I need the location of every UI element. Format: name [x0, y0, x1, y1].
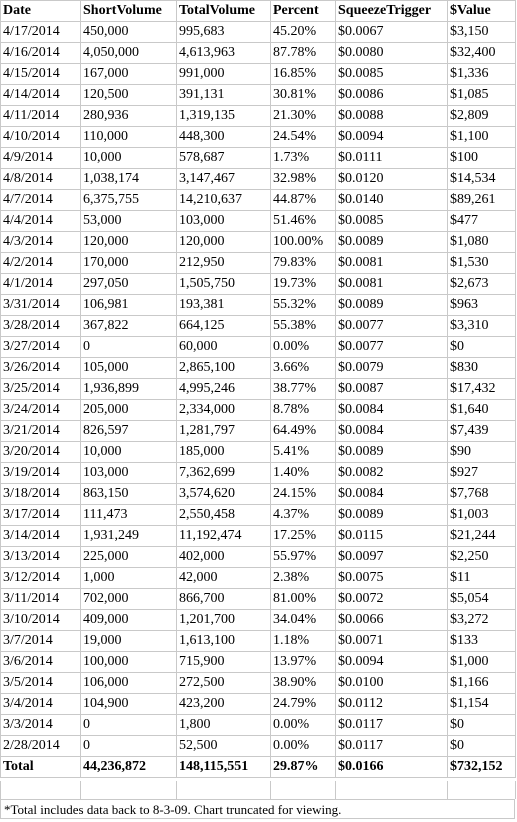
cell-percent: 19.73%	[271, 274, 336, 295]
cell-squeeze-trigger: $0.0097	[336, 547, 448, 568]
cell-value: $1,166	[448, 673, 516, 694]
cell-value: $11	[448, 568, 516, 589]
footnote: *Total includes data back to 8-3-09. Chart truncated for viewing.	[0, 799, 515, 819]
table-row	[1, 22, 516, 43]
table-row	[1, 337, 516, 358]
cell-squeeze-trigger: $0.0077	[336, 316, 448, 337]
cell-total-volume: 715,900	[177, 652, 271, 673]
cell-total-volume: 103,000	[177, 211, 271, 232]
cell-total-volume: 1,201,700	[177, 610, 271, 631]
cell-percent: 1.18%	[271, 631, 336, 652]
cell-value: $100	[448, 148, 516, 169]
cell-percent: 8.78%	[271, 400, 336, 421]
header-cell-value: $Value	[448, 1, 516, 22]
cell-total-volume: 391,131	[177, 85, 271, 106]
cell-total-volume: 60,000	[177, 337, 271, 358]
cell-value: $21,244	[448, 526, 516, 547]
cell-percent: 0.00%	[271, 736, 336, 757]
cell-total-volume: 402,000	[177, 547, 271, 568]
cell-percent: 55.97%	[271, 547, 336, 568]
cell-short-volume: 44,236,872	[81, 757, 177, 778]
cell-squeeze-trigger: $0.0100	[336, 673, 448, 694]
cell-value: $32,400	[448, 43, 516, 64]
cell-total-volume: 11,192,474	[177, 526, 271, 547]
cell-date: 4/3/2014	[1, 232, 81, 253]
table-row	[1, 190, 516, 211]
cell-squeeze-trigger: $0.0082	[336, 463, 448, 484]
cell-value: $89,261	[448, 190, 516, 211]
cell-total-volume: 3,147,467	[177, 169, 271, 190]
cell-short-volume: 409,000	[81, 610, 177, 631]
blank-row	[0, 781, 517, 799]
table-row	[1, 526, 516, 547]
cell-squeeze-trigger: $0.0111	[336, 148, 448, 169]
table-row	[1, 547, 516, 568]
cell-percent: 5.41%	[271, 442, 336, 463]
header-cell-total-volume: TotalVolume	[177, 1, 271, 22]
cell-short-volume: 1,000	[81, 568, 177, 589]
cell-date: 3/26/2014	[1, 358, 81, 379]
cell-total-volume: 1,281,797	[177, 421, 271, 442]
cell-date: 3/5/2014	[1, 673, 81, 694]
cell-total-volume: 2,550,458	[177, 505, 271, 526]
cell-squeeze-trigger: $0.0166	[336, 757, 448, 778]
cell-date: 4/11/2014	[1, 106, 81, 127]
cell-percent: 45.20%	[271, 22, 336, 43]
cell-value: $2,673	[448, 274, 516, 295]
cell-percent: 0.00%	[271, 715, 336, 736]
table-row	[1, 64, 516, 85]
cell-short-volume: 1,038,174	[81, 169, 177, 190]
cell-percent: 0.00%	[271, 337, 336, 358]
cell-squeeze-trigger: $0.0086	[336, 85, 448, 106]
cell-squeeze-trigger: $0.0117	[336, 736, 448, 757]
cell-short-volume: 4,050,000	[81, 43, 177, 64]
cell-squeeze-trigger: $0.0084	[336, 400, 448, 421]
cell-date: 4/8/2014	[1, 169, 81, 190]
cell-percent: 4.37%	[271, 505, 336, 526]
cell-date: 4/7/2014	[1, 190, 81, 211]
cell-value: $963	[448, 295, 516, 316]
cell-percent: 64.49%	[271, 421, 336, 442]
header-cell-squeeze-trigger: SqueezeTrigger	[336, 1, 448, 22]
cell-value: $7,439	[448, 421, 516, 442]
cell-date: 3/4/2014	[1, 694, 81, 715]
cell-squeeze-trigger: $0.0089	[336, 295, 448, 316]
cell-total-volume: 120,000	[177, 232, 271, 253]
cell-short-volume: 110,000	[81, 127, 177, 148]
cell-total-volume: 1,613,100	[177, 631, 271, 652]
header-row	[1, 1, 516, 22]
cell-percent: 1.40%	[271, 463, 336, 484]
cell-short-volume: 10,000	[81, 442, 177, 463]
cell-total-volume: 185,000	[177, 442, 271, 463]
cell-value: $17,432	[448, 379, 516, 400]
cell-short-volume: 120,500	[81, 85, 177, 106]
cell-value: $830	[448, 358, 516, 379]
cell-short-volume: 826,597	[81, 421, 177, 442]
cell-total-volume: 2,334,000	[177, 400, 271, 421]
cell-percent: 55.38%	[271, 316, 336, 337]
cell-squeeze-trigger: $0.0077	[336, 337, 448, 358]
cell-total-volume: 448,300	[177, 127, 271, 148]
cell-percent: 29.87%	[271, 757, 336, 778]
table-row	[1, 673, 516, 694]
cell-squeeze-trigger: $0.0084	[336, 484, 448, 505]
cell-percent: 32.98%	[271, 169, 336, 190]
cell-total-volume: 3,574,620	[177, 484, 271, 505]
cell-value: $7,768	[448, 484, 516, 505]
cell-short-volume: 225,000	[81, 547, 177, 568]
cell-squeeze-trigger: $0.0089	[336, 505, 448, 526]
cell-total-volume: 52,500	[177, 736, 271, 757]
cell-total-volume: 1,319,135	[177, 106, 271, 127]
cell-squeeze-trigger: $0.0075	[336, 568, 448, 589]
cell-value: $2,809	[448, 106, 516, 127]
table-row	[1, 316, 516, 337]
cell-date: 3/12/2014	[1, 568, 81, 589]
cell-squeeze-trigger: $0.0089	[336, 442, 448, 463]
cell-date: 3/31/2014	[1, 295, 81, 316]
cell-date: 4/4/2014	[1, 211, 81, 232]
cell-total-volume: 578,687	[177, 148, 271, 169]
cell-short-volume: 106,000	[81, 673, 177, 694]
cell-percent: 24.79%	[271, 694, 336, 715]
cell-squeeze-trigger: $0.0087	[336, 379, 448, 400]
cell-short-volume: 1,931,249	[81, 526, 177, 547]
cell-value: $14,534	[448, 169, 516, 190]
cell-percent: 16.85%	[271, 64, 336, 85]
cell-total-volume: 991,000	[177, 64, 271, 85]
table-row	[1, 169, 516, 190]
table-row	[1, 484, 516, 505]
cell-value: $732,152	[448, 757, 516, 778]
cell-total-volume: 193,381	[177, 295, 271, 316]
cell-percent: 38.77%	[271, 379, 336, 400]
cell-date: 4/1/2014	[1, 274, 81, 295]
cell-short-volume: 1,936,899	[81, 379, 177, 400]
table-row	[1, 127, 516, 148]
cell-squeeze-trigger: $0.0084	[336, 421, 448, 442]
cell-date: 3/13/2014	[1, 547, 81, 568]
cell-percent: 17.25%	[271, 526, 336, 547]
table-row	[1, 85, 516, 106]
cell-total-volume: 995,683	[177, 22, 271, 43]
cell-date: 3/19/2014	[1, 463, 81, 484]
cell-date: 3/10/2014	[1, 610, 81, 631]
table-row	[1, 379, 516, 400]
cell-squeeze-trigger: $0.0094	[336, 652, 448, 673]
cell-percent: 24.54%	[271, 127, 336, 148]
table-row	[1, 295, 516, 316]
table-row	[1, 631, 516, 652]
cell-percent: 81.00%	[271, 589, 336, 610]
cell-percent: 87.78%	[271, 43, 336, 64]
cell-short-volume: 0	[81, 337, 177, 358]
table-row	[1, 400, 516, 421]
cell-date: 3/17/2014	[1, 505, 81, 526]
cell-value: $1,003	[448, 505, 516, 526]
table-row	[1, 610, 516, 631]
table-row	[1, 694, 516, 715]
cell-squeeze-trigger: $0.0079	[336, 358, 448, 379]
cell-date: 3/24/2014	[1, 400, 81, 421]
cell-value: $3,272	[448, 610, 516, 631]
cell-squeeze-trigger: $0.0140	[336, 190, 448, 211]
cell-total-volume: 866,700	[177, 589, 271, 610]
cell-value: $1,154	[448, 694, 516, 715]
cell-total-volume: 14,210,637	[177, 190, 271, 211]
table-row	[1, 715, 516, 736]
cell-squeeze-trigger: $0.0085	[336, 211, 448, 232]
cell-short-volume: 120,000	[81, 232, 177, 253]
table-row	[1, 568, 516, 589]
cell-date: 4/16/2014	[1, 43, 81, 64]
cell-total-volume: 42,000	[177, 568, 271, 589]
table-row	[1, 274, 516, 295]
total-row	[1, 757, 516, 778]
table-row	[1, 505, 516, 526]
cell-value: $1,100	[448, 127, 516, 148]
cell-date: Total	[1, 757, 81, 778]
cell-short-volume: 170,000	[81, 253, 177, 274]
cell-value: $1,336	[448, 64, 516, 85]
cell-total-volume: 4,995,246	[177, 379, 271, 400]
cell-percent: 1.73%	[271, 148, 336, 169]
header-cell-short-volume: ShortVolume	[81, 1, 177, 22]
cell-value: $0	[448, 715, 516, 736]
cell-percent: 79.83%	[271, 253, 336, 274]
cell-short-volume: 205,000	[81, 400, 177, 421]
cell-date: 4/9/2014	[1, 148, 81, 169]
table-row	[1, 43, 516, 64]
cell-total-volume: 212,950	[177, 253, 271, 274]
cell-date: 3/3/2014	[1, 715, 81, 736]
table-row	[1, 589, 516, 610]
cell-short-volume: 105,000	[81, 358, 177, 379]
cell-short-volume: 280,936	[81, 106, 177, 127]
header-cell-percent: Percent	[271, 1, 336, 22]
cell-short-volume: 10,000	[81, 148, 177, 169]
header-cell-date: Date	[1, 1, 81, 22]
cell-short-volume: 111,473	[81, 505, 177, 526]
cell-percent: 38.90%	[271, 673, 336, 694]
table-row	[1, 421, 516, 442]
cell-value: $0	[448, 736, 516, 757]
cell-percent: 3.66%	[271, 358, 336, 379]
cell-total-volume: 4,613,963	[177, 43, 271, 64]
cell-squeeze-trigger: $0.0115	[336, 526, 448, 547]
cell-squeeze-trigger: $0.0081	[336, 274, 448, 295]
cell-date: 4/17/2014	[1, 22, 81, 43]
cell-total-volume: 1,505,750	[177, 274, 271, 295]
table-row	[1, 211, 516, 232]
cell-date: 4/2/2014	[1, 253, 81, 274]
cell-short-volume: 450,000	[81, 22, 177, 43]
cell-total-volume: 2,865,100	[177, 358, 271, 379]
cell-total-volume: 1,800	[177, 715, 271, 736]
cell-total-volume: 148,115,551	[177, 757, 271, 778]
cell-short-volume: 167,000	[81, 64, 177, 85]
cell-short-volume: 103,000	[81, 463, 177, 484]
table-row	[1, 358, 516, 379]
cell-date: 3/25/2014	[1, 379, 81, 400]
table-row	[1, 463, 516, 484]
cell-squeeze-trigger: $0.0089	[336, 232, 448, 253]
cell-date: 4/14/2014	[1, 85, 81, 106]
cell-short-volume: 0	[81, 736, 177, 757]
cell-squeeze-trigger: $0.0117	[336, 715, 448, 736]
cell-squeeze-trigger: $0.0080	[336, 43, 448, 64]
cell-short-volume: 297,050	[81, 274, 177, 295]
cell-value: $1,640	[448, 400, 516, 421]
cell-short-volume: 6,375,755	[81, 190, 177, 211]
cell-short-volume: 53,000	[81, 211, 177, 232]
cell-value: $2,250	[448, 547, 516, 568]
cell-squeeze-trigger: $0.0088	[336, 106, 448, 127]
cell-value: $90	[448, 442, 516, 463]
cell-value: $1,530	[448, 253, 516, 274]
cell-short-volume: 104,900	[81, 694, 177, 715]
table-row	[1, 652, 516, 673]
cell-short-volume: 367,822	[81, 316, 177, 337]
cell-percent: 34.04%	[271, 610, 336, 631]
cell-short-volume: 863,150	[81, 484, 177, 505]
cell-squeeze-trigger: $0.0072	[336, 589, 448, 610]
cell-squeeze-trigger: $0.0071	[336, 631, 448, 652]
cell-value: $477	[448, 211, 516, 232]
cell-value: $3,310	[448, 316, 516, 337]
cell-date: 3/11/2014	[1, 589, 81, 610]
cell-total-volume: 272,500	[177, 673, 271, 694]
cell-date: 3/28/2014	[1, 316, 81, 337]
table-row	[1, 106, 516, 127]
cell-percent: 55.32%	[271, 295, 336, 316]
cell-percent: 100.00%	[271, 232, 336, 253]
cell-percent: 21.30%	[271, 106, 336, 127]
cell-total-volume: 7,362,699	[177, 463, 271, 484]
cell-date: 3/27/2014	[1, 337, 81, 358]
table-row	[1, 148, 516, 169]
cell-total-volume: 423,200	[177, 694, 271, 715]
cell-short-volume: 19,000	[81, 631, 177, 652]
cell-percent: 30.81%	[271, 85, 336, 106]
cell-value: $3,150	[448, 22, 516, 43]
cell-value: $0	[448, 337, 516, 358]
cell-date: 3/7/2014	[1, 631, 81, 652]
cell-date: 3/6/2014	[1, 652, 81, 673]
cell-squeeze-trigger: $0.0120	[336, 169, 448, 190]
cell-date: 3/21/2014	[1, 421, 81, 442]
cell-date: 4/15/2014	[1, 64, 81, 85]
cell-date: 3/20/2014	[1, 442, 81, 463]
cell-squeeze-trigger: $0.0094	[336, 127, 448, 148]
cell-percent: 44.87%	[271, 190, 336, 211]
cell-squeeze-trigger: $0.0085	[336, 64, 448, 85]
table-row	[1, 442, 516, 463]
table-row	[1, 253, 516, 274]
table-row	[1, 232, 516, 253]
cell-squeeze-trigger: $0.0081	[336, 253, 448, 274]
cell-value: $5,054	[448, 589, 516, 610]
cell-percent: 13.97%	[271, 652, 336, 673]
cell-date: 3/18/2014	[1, 484, 81, 505]
cell-squeeze-trigger: $0.0112	[336, 694, 448, 715]
cell-short-volume: 702,000	[81, 589, 177, 610]
cell-value: $1,080	[448, 232, 516, 253]
cell-date: 4/10/2014	[1, 127, 81, 148]
cell-short-volume: 0	[81, 715, 177, 736]
cell-date: 2/28/2014	[1, 736, 81, 757]
cell-squeeze-trigger: $0.0066	[336, 610, 448, 631]
cell-value: $133	[448, 631, 516, 652]
cell-percent: 2.38%	[271, 568, 336, 589]
cell-total-volume: 664,125	[177, 316, 271, 337]
cell-short-volume: 106,981	[81, 295, 177, 316]
cell-squeeze-trigger: $0.0067	[336, 22, 448, 43]
table-row	[1, 736, 516, 757]
cell-percent: 24.15%	[271, 484, 336, 505]
cell-short-volume: 100,000	[81, 652, 177, 673]
cell-percent: 51.46%	[271, 211, 336, 232]
cell-date: 3/14/2014	[1, 526, 81, 547]
cell-value: $1,085	[448, 85, 516, 106]
cell-value: $927	[448, 463, 516, 484]
cell-value: $1,000	[448, 652, 516, 673]
